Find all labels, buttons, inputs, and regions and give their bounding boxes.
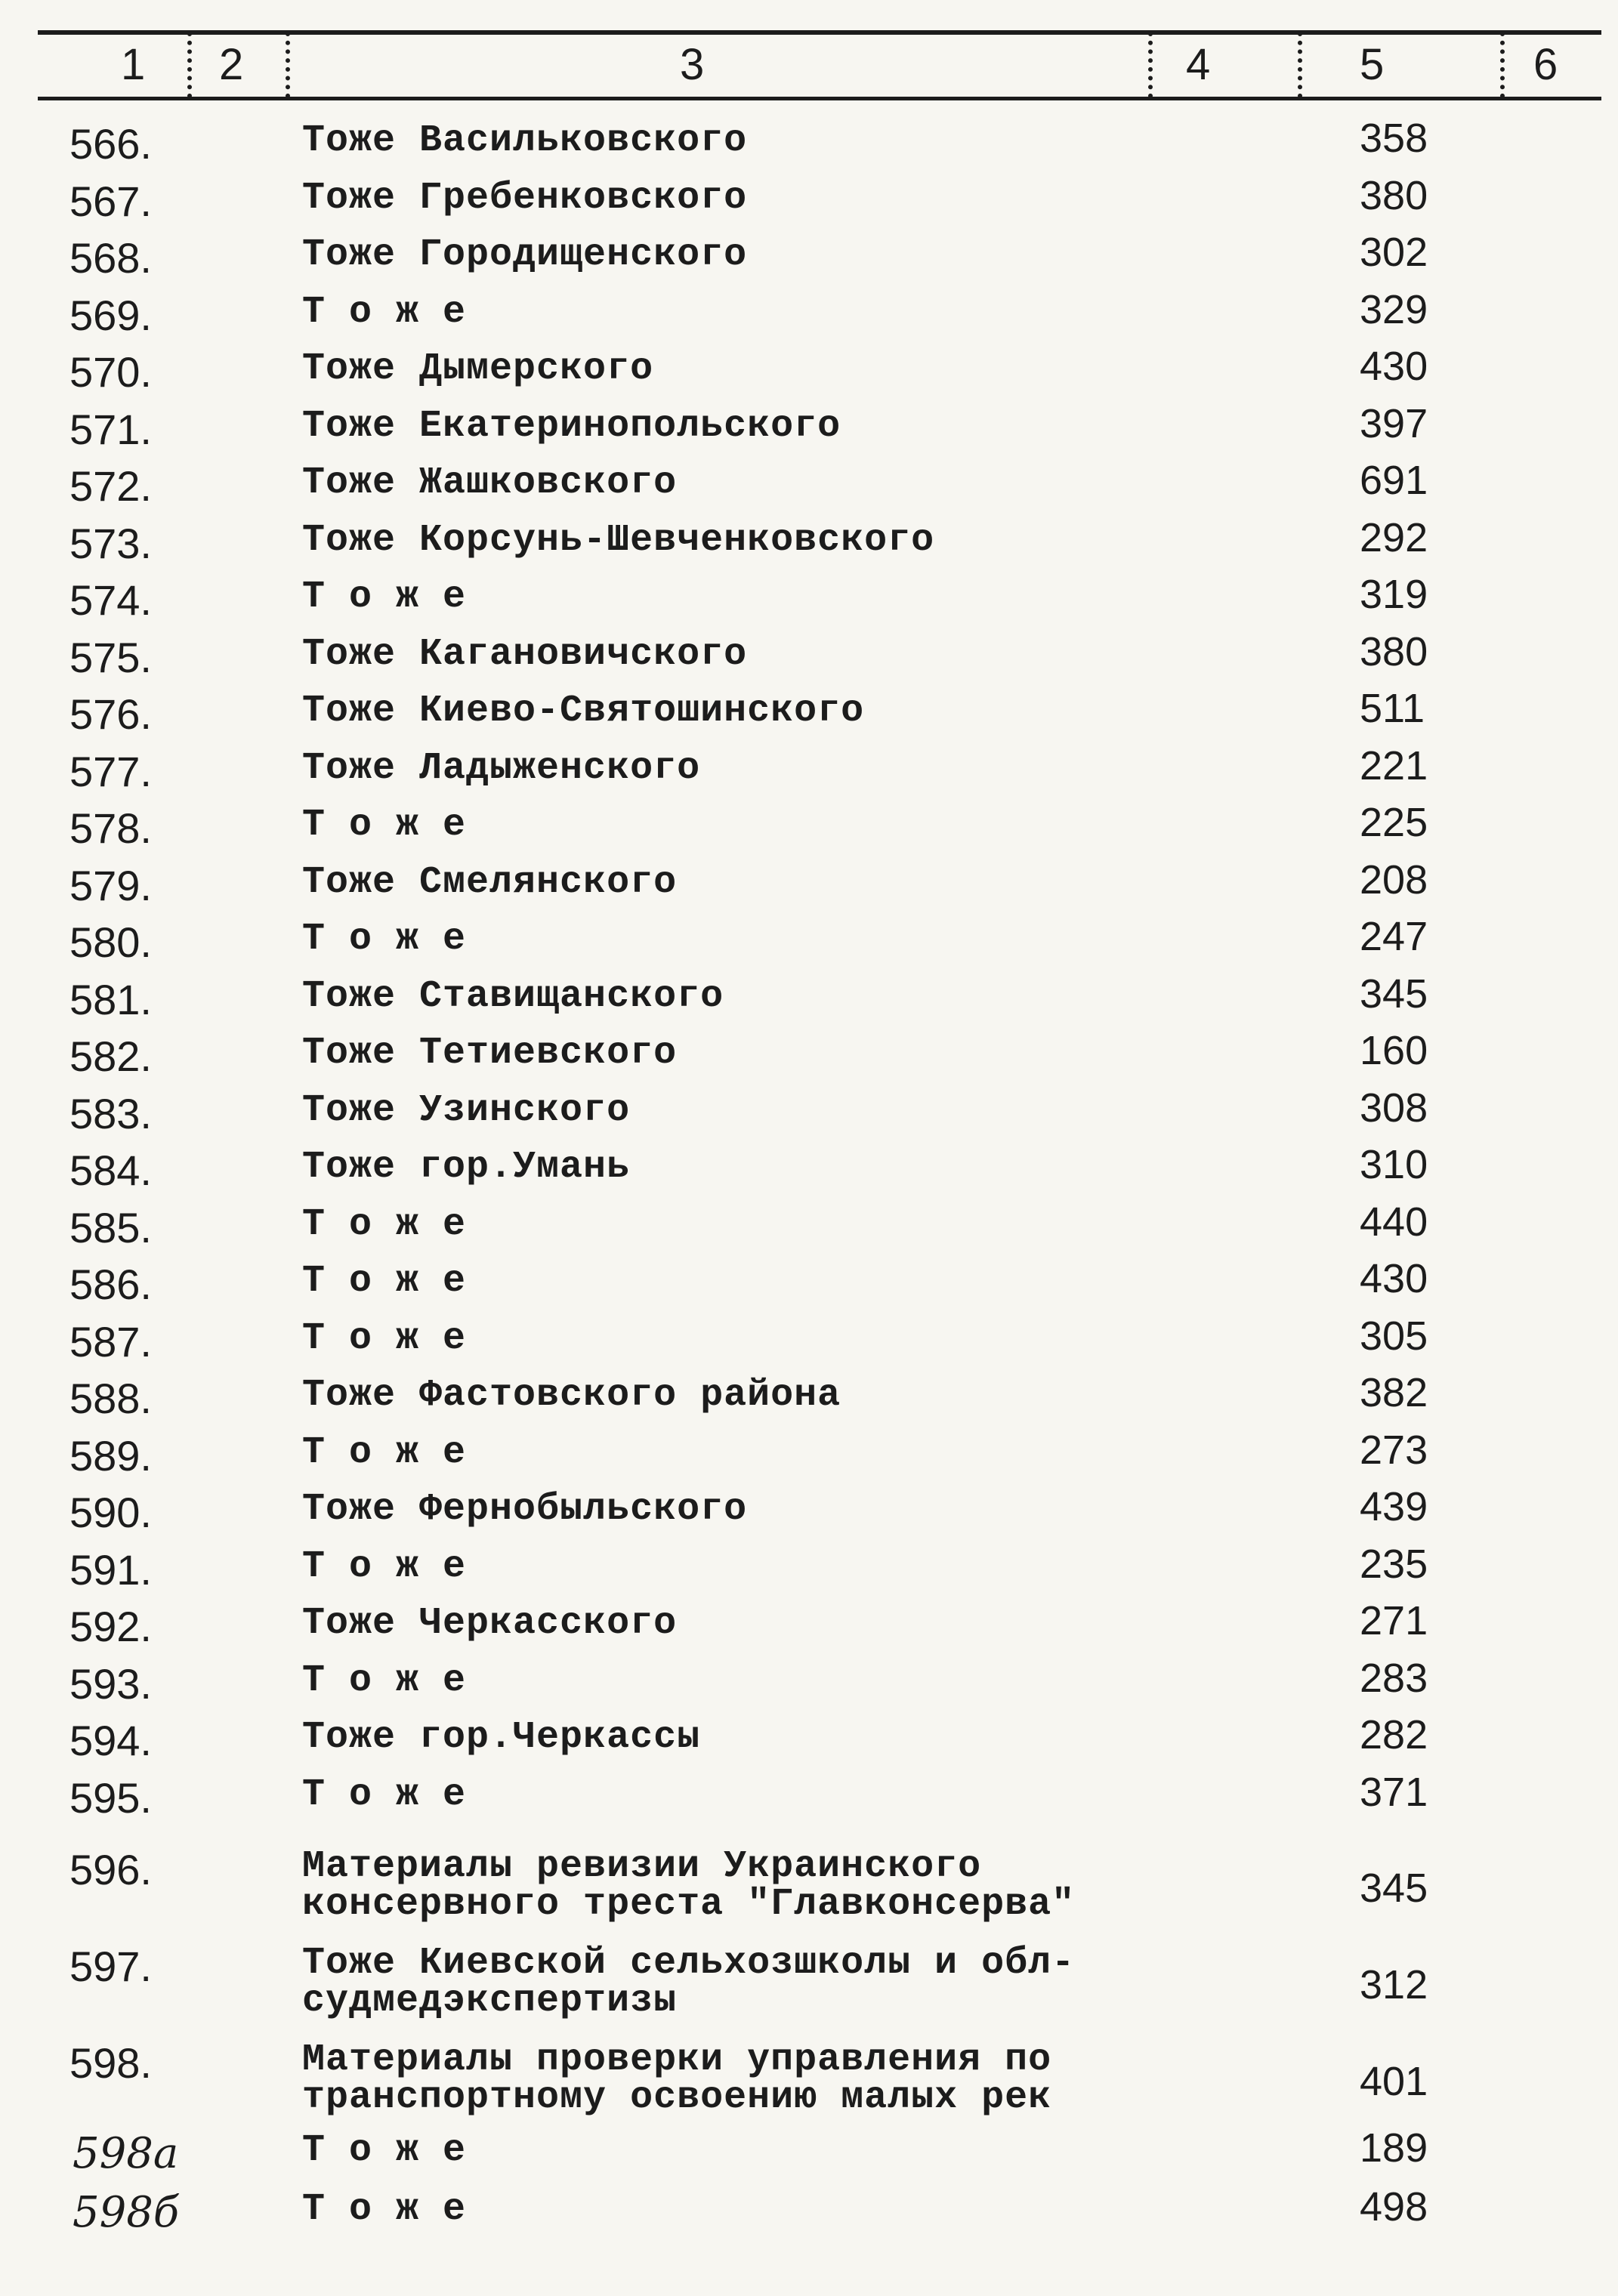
row-number: 598б xyxy=(73,2188,180,2237)
row-title-line: Тоже Фастовского района xyxy=(302,1374,841,1417)
row-number: 575. xyxy=(69,633,152,681)
row-title-line: Тоже Дымерского xyxy=(302,347,654,390)
header-col-4: 4 xyxy=(1186,40,1211,89)
row-title xyxy=(302,1845,1076,1926)
row-title xyxy=(302,1659,467,1702)
row-title xyxy=(302,1146,631,1189)
row-number: 579. xyxy=(69,861,152,909)
row-title-line: Тоже Киевской сельхозшколы и обл- xyxy=(302,1942,1076,1985)
row-title xyxy=(302,1488,748,1531)
row-title xyxy=(302,1773,467,1816)
row-title-line: Тоже Фернобыльского xyxy=(302,1488,748,1531)
row-title-line: Тоже Смелянского xyxy=(302,860,678,904)
row-sheet-count: 380 xyxy=(1360,628,1428,674)
row-number: 595. xyxy=(69,1773,152,1822)
row-number: 569. xyxy=(69,291,152,339)
row-number: 582. xyxy=(69,1032,152,1080)
row-title xyxy=(302,804,467,847)
row-number: 576. xyxy=(69,690,152,738)
row-number: 592. xyxy=(69,1603,152,1650)
header-separator xyxy=(187,32,192,98)
row-number: 572. xyxy=(69,462,152,510)
row-title xyxy=(302,746,701,790)
row-title xyxy=(302,1260,467,1303)
row-number: 587. xyxy=(69,1317,152,1366)
row-number: 581. xyxy=(69,975,152,1023)
header-col-2: 2 xyxy=(219,40,244,89)
row-number: 584. xyxy=(69,1146,152,1194)
row-sheet-count: 235 xyxy=(1360,1541,1428,1587)
row-title xyxy=(302,1316,467,1360)
row-sheet-count: 247 xyxy=(1360,914,1428,959)
row-title-line: Тоже Жашковского xyxy=(302,461,678,505)
row-title xyxy=(302,1032,678,1075)
row-number: 566. xyxy=(69,120,152,168)
row-number: 580. xyxy=(69,918,152,966)
row-sheet-count: 511 xyxy=(1360,686,1425,731)
row-title-line: Материалы проверки управления по xyxy=(302,2038,1052,2082)
row-title xyxy=(302,1430,467,1474)
row-title-line: Т о ж е xyxy=(302,1316,467,1360)
row-title-line: Тоже Гребенковского xyxy=(302,176,748,220)
row-title xyxy=(302,632,748,676)
row-title xyxy=(302,2038,1052,2119)
row-sheet-count: 271 xyxy=(1360,1598,1428,1643)
row-sheet-count: 397 xyxy=(1360,400,1428,446)
row-title-line: Тоже Черкасского xyxy=(302,1602,678,1645)
row-number: 594. xyxy=(69,1717,152,1764)
row-number: 573. xyxy=(69,519,152,567)
header-top-rule xyxy=(38,30,1601,35)
header-col-1: 1 xyxy=(121,40,146,89)
row-title xyxy=(302,176,748,220)
header-separator xyxy=(1298,32,1302,98)
row-title xyxy=(302,290,467,334)
row-title-line: консервного треста "Главконсерва" xyxy=(302,1883,1076,1926)
row-number: 567. xyxy=(69,177,152,225)
row-sheet-count: 329 xyxy=(1360,286,1428,332)
row-title-line: Тоже Узинского xyxy=(302,1088,631,1132)
row-sheet-count: 358 xyxy=(1360,116,1428,161)
row-sheet-count: 273 xyxy=(1360,1427,1428,1473)
row-number: 593. xyxy=(69,1659,152,1708)
row-title xyxy=(302,918,467,961)
row-title xyxy=(302,1374,841,1417)
row-title-line: Т о ж е xyxy=(302,1260,467,1303)
row-title xyxy=(302,1942,1076,2023)
row-title-line: Тоже Екатеринопольского xyxy=(302,404,841,448)
row-sheet-count: 308 xyxy=(1360,1085,1428,1131)
row-number: 598. xyxy=(69,2039,152,2087)
row-title xyxy=(302,690,865,733)
row-number: 588. xyxy=(69,1375,152,1422)
row-sheet-count: 430 xyxy=(1360,1256,1428,1301)
row-number: 577. xyxy=(69,747,152,795)
row-title-line: Т о ж е xyxy=(302,918,467,961)
row-title xyxy=(302,974,724,1018)
row-number: 585. xyxy=(69,1203,152,1251)
row-title-line: Т о ж е xyxy=(302,2129,467,2172)
row-number: 583. xyxy=(69,1089,152,1137)
row-sheet-count: 498 xyxy=(1360,2184,1428,2230)
row-number: 590. xyxy=(69,1489,152,1536)
row-sheet-count: 401 xyxy=(1360,2059,1428,2104)
row-sheet-count: 221 xyxy=(1360,742,1428,788)
row-sheet-count: 310 xyxy=(1360,1142,1428,1187)
row-title xyxy=(302,1545,467,1588)
header-bottom-rule xyxy=(38,97,1601,100)
row-sheet-count: 440 xyxy=(1360,1199,1428,1245)
row-title-line: Т о ж е xyxy=(302,2188,467,2231)
row-title-line: Тоже гор.Черкассы xyxy=(302,1716,701,1759)
row-title xyxy=(302,518,935,562)
header-col-3: 3 xyxy=(680,40,705,89)
row-title xyxy=(302,119,748,162)
row-sheet-count: 382 xyxy=(1360,1370,1428,1415)
row-title-line: Т о ж е xyxy=(302,1773,467,1816)
row-number: 574. xyxy=(69,576,152,624)
row-title-line: Т о ж е xyxy=(302,1430,467,1474)
row-title-line: Материалы ревизии Украинского xyxy=(302,1845,982,1888)
row-sheet-count: 380 xyxy=(1360,172,1428,218)
row-number: 591. xyxy=(69,1545,152,1594)
row-number: 571. xyxy=(69,405,152,453)
row-number: 586. xyxy=(69,1261,152,1308)
row-title-line: Тоже Киево-Святошинского xyxy=(302,690,865,733)
row-title-line: Тоже Кагановичского xyxy=(302,632,748,676)
row-title-line: Тоже Васильковского xyxy=(302,119,748,162)
row-sheet-count: 189 xyxy=(1360,2125,1428,2171)
row-title xyxy=(302,1202,467,1246)
row-number: 598а xyxy=(73,2129,179,2178)
row-title-line: транспортному освоению малых рек xyxy=(302,2076,1052,2119)
header-col-5: 5 xyxy=(1360,40,1385,89)
row-title xyxy=(302,461,678,505)
row-title-line: Т о ж е xyxy=(302,576,467,619)
header-col-6: 6 xyxy=(1533,40,1558,89)
row-title-line: судмедэкспертизы xyxy=(302,1980,678,2023)
row-number: 596. xyxy=(69,1846,152,1893)
row-sheet-count: 691 xyxy=(1360,458,1428,503)
row-sheet-count: 208 xyxy=(1360,856,1428,903)
row-title xyxy=(302,2129,467,2172)
header-separator xyxy=(1500,32,1505,98)
row-number: 570. xyxy=(69,348,152,396)
row-number: 578. xyxy=(69,804,152,852)
row-title-line: Тоже гор.Умань xyxy=(302,1146,631,1189)
row-title-line: Т о ж е xyxy=(302,804,467,847)
row-title xyxy=(302,1088,631,1132)
row-title xyxy=(302,1602,678,1645)
row-sheet-count: 305 xyxy=(1360,1313,1428,1359)
row-sheet-count: 319 xyxy=(1360,572,1428,617)
row-number: 589. xyxy=(69,1431,152,1480)
row-title xyxy=(302,347,654,390)
row-sheet-count: 225 xyxy=(1360,800,1428,845)
row-sheet-count: 430 xyxy=(1360,344,1428,389)
row-title-line: Т о ж е xyxy=(302,290,467,334)
row-sheet-count: 345 xyxy=(1360,971,1428,1017)
row-title-line: Тоже Ладыженского xyxy=(302,746,701,790)
row-title-line: Т о ж е xyxy=(302,1659,467,1702)
row-title-line: Тоже Ставищанского xyxy=(302,974,724,1018)
row-title xyxy=(302,233,748,276)
row-sheet-count: 282 xyxy=(1360,1712,1428,1757)
row-title-line: Тоже Тетиевского xyxy=(302,1032,678,1075)
row-sheet-count: 371 xyxy=(1360,1769,1428,1815)
header-separator xyxy=(1148,32,1153,98)
row-title-line: Тоже Городищенского xyxy=(302,233,748,276)
header-separator xyxy=(286,32,290,98)
row-number: 597. xyxy=(69,1943,152,1990)
row-title xyxy=(302,860,678,904)
row-sheet-count: 302 xyxy=(1360,230,1428,275)
row-title-line: Т о ж е xyxy=(302,1545,467,1588)
row-title xyxy=(302,576,467,619)
row-sheet-count: 345 xyxy=(1360,1866,1428,1911)
row-sheet-count: 312 xyxy=(1360,1962,1428,2007)
row-title xyxy=(302,404,841,448)
row-title xyxy=(302,2188,467,2231)
row-sheet-count: 283 xyxy=(1360,1655,1428,1701)
row-sheet-count: 292 xyxy=(1360,514,1428,560)
row-sheet-count: 160 xyxy=(1360,1028,1428,1073)
row-sheet-count: 439 xyxy=(1360,1484,1428,1529)
row-number: 568. xyxy=(69,234,152,282)
row-title-line: Т о ж е xyxy=(302,1202,467,1246)
row-title xyxy=(302,1716,701,1759)
row-title-line: Тоже Корсунь-Шевченковского xyxy=(302,518,935,562)
